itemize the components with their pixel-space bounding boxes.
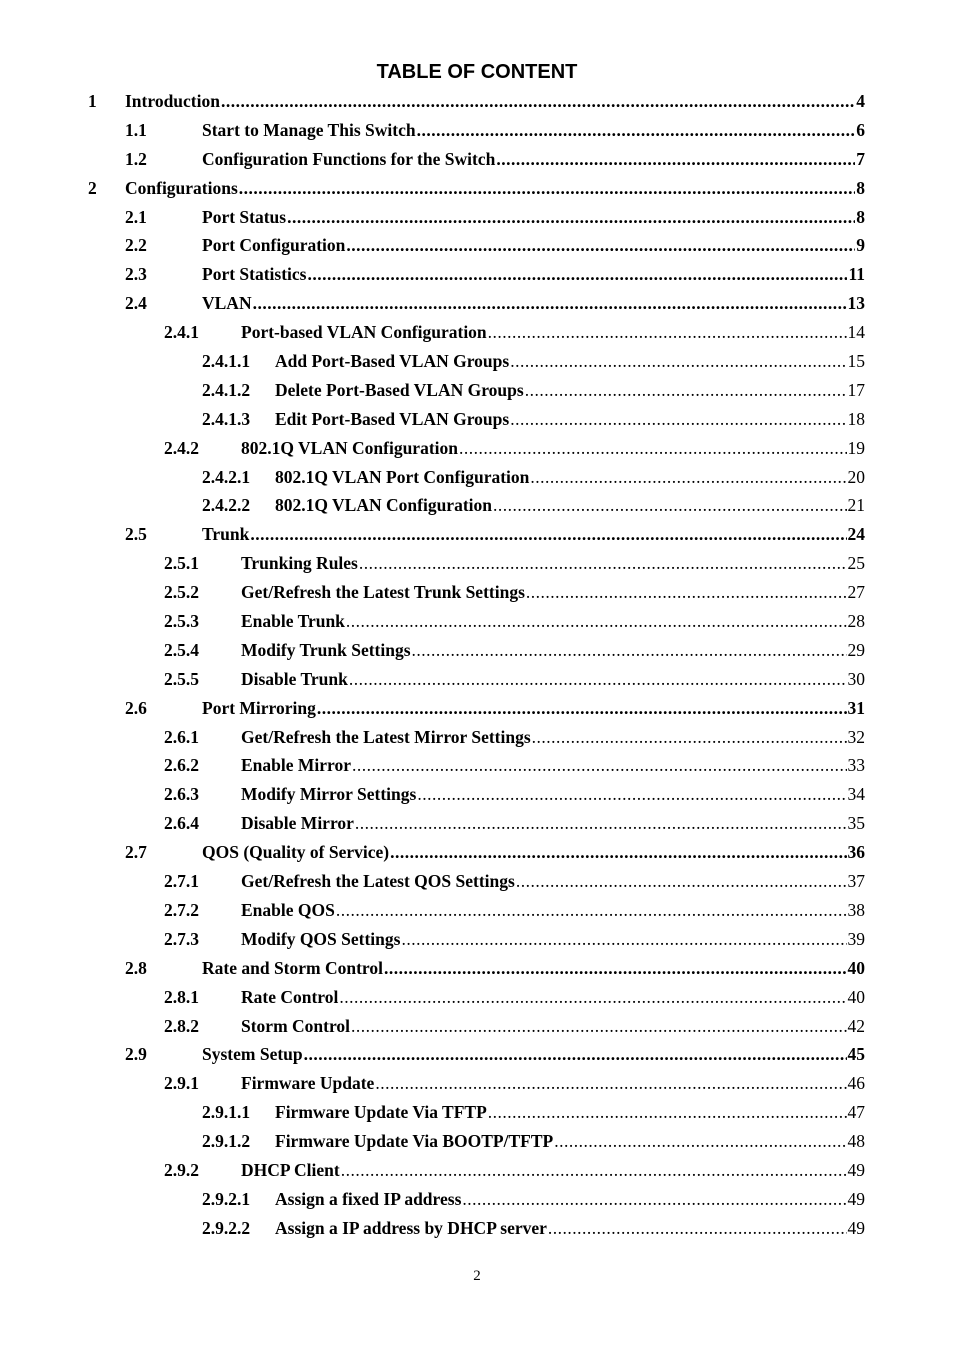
toc-entry-title: System Setup [202, 1040, 304, 1069]
toc-entry-page: 7 [856, 148, 865, 169]
toc-entry-page: 6 [856, 119, 865, 140]
toc-dot-leader [341, 1156, 847, 1185]
toc-entry-title: Enable Trunk [241, 607, 346, 636]
toc-entry[interactable] [0, 751, 954, 780]
toc-entry-title: Port Statistics [202, 260, 308, 289]
toc-entry-page: 49 [847, 1217, 865, 1238]
toc-entry[interactable] [0, 578, 954, 607]
toc-entry-page: 32 [847, 726, 865, 747]
toc-entry-leader [275, 1127, 865, 1156]
toc-entry-page: 45 [847, 1044, 865, 1065]
toc-entry-number: 2.9.1.2 [202, 1131, 251, 1152]
toc-entry-page: 38 [847, 899, 865, 920]
toc-entry[interactable] [0, 607, 954, 636]
toc-entry-leader [241, 578, 865, 607]
toc-entry[interactable] [0, 87, 954, 116]
toc-dot-leader [352, 751, 846, 780]
toc-dot-leader [554, 1127, 846, 1156]
toc-entry-leader [241, 896, 865, 925]
toc-entry-page: 47 [847, 1102, 865, 1123]
toc-entry-number: 2.4.1 [164, 322, 199, 343]
toc-dot-leader [493, 491, 847, 520]
toc-entry-leader [202, 520, 865, 549]
toc-entry-leader [125, 87, 865, 116]
toc-dot-leader [349, 665, 847, 694]
toc-entry-page: 24 [847, 524, 865, 545]
toc-entry-number: 2.1 [125, 206, 147, 227]
toc-entry-leader [241, 925, 865, 954]
toc-entry-page: 48 [847, 1131, 865, 1152]
toc-entry-leader [241, 1156, 865, 1185]
toc-dot-leader [412, 636, 847, 665]
toc-entry-page: 18 [847, 408, 865, 429]
toc-entry-leader [241, 780, 865, 809]
toc-entry[interactable] [0, 1040, 954, 1069]
toc-entry-title: Enable Mirror [241, 751, 352, 780]
toc-entry-leader [275, 347, 865, 376]
toc-entry[interactable] [0, 1069, 954, 1098]
toc-dot-leader [351, 1012, 846, 1041]
toc-entry-number: 2.4 [125, 293, 147, 314]
toc-entry[interactable] [0, 925, 954, 954]
toc-entry-page: 20 [847, 466, 865, 487]
toc-entry-leader [241, 549, 865, 578]
toc-entry-number: 2.9.1.1 [202, 1102, 251, 1123]
toc-entry-number: 2.4.2.1 [202, 466, 251, 487]
toc-entry-number: 2.6.3 [164, 784, 199, 805]
toc-dot-leader [384, 954, 847, 983]
page-number: 2 [473, 1268, 481, 1284]
toc-entry[interactable] [0, 896, 954, 925]
toc-entry-page: 34 [847, 784, 865, 805]
toc-entry-title: Get/Refresh the Latest Mirror Settings [241, 723, 532, 752]
toc-dot-leader [516, 867, 847, 896]
toc-entry-title: Trunk [202, 520, 250, 549]
toc-entry-leader [202, 260, 865, 289]
toc-entry-number: 2.4.2.2 [202, 495, 251, 516]
toc-entry-title: Disable Mirror [241, 809, 355, 838]
toc-entry[interactable] [0, 463, 954, 492]
toc-entry-number: 2.5.2 [164, 582, 199, 603]
toc-dot-leader [339, 983, 846, 1012]
toc-dot-leader [530, 463, 846, 492]
toc-dot-leader [526, 578, 847, 607]
toc-dot-leader [532, 723, 847, 752]
toc-entry-page: 46 [847, 1073, 865, 1094]
toc-entry-leader [241, 665, 865, 694]
toc-entry-title: Delete Port-Based VLAN Groups [275, 376, 525, 405]
toc-entry[interactable] [0, 145, 954, 174]
toc-entry[interactable] [0, 954, 954, 983]
toc-dot-leader [253, 289, 847, 318]
toc-entry-number: 2.7.1 [164, 871, 199, 892]
toc-entry-page: 9 [856, 235, 865, 256]
toc-entry-title: Firmware Update [241, 1069, 375, 1098]
toc-entry-page: 35 [847, 813, 865, 834]
toc-entry-title: Assign a fixed IP address [275, 1185, 462, 1214]
toc-entry-leader [275, 491, 865, 520]
toc-entry-title: Rate Control [241, 983, 339, 1012]
toc-entry-page: 14 [847, 322, 865, 343]
toc-entry[interactable] [0, 260, 954, 289]
toc-entry[interactable] [0, 520, 954, 549]
toc-entry-number: 2.8.2 [164, 1015, 199, 1036]
toc-dot-leader [317, 694, 847, 723]
toc-dot-leader [510, 405, 846, 434]
toc-entry-number: 1.2 [125, 148, 147, 169]
toc-entry-title: Modify QOS Settings [241, 925, 401, 954]
toc-entry-page: 17 [847, 379, 865, 400]
toc-dot-leader [355, 809, 847, 838]
toc-entry[interactable] [0, 1012, 954, 1041]
toc-entry-leader [202, 954, 865, 983]
toc-entry-leader [275, 405, 865, 434]
toc-entry-title: Get/Refresh the Latest Trunk Settings [241, 578, 526, 607]
toc-entry[interactable] [0, 1214, 954, 1243]
toc-entry[interactable] [0, 231, 954, 260]
toc-entry-page: 8 [856, 177, 865, 198]
toc-dot-leader [308, 260, 848, 289]
toc-entry-leader [125, 174, 865, 203]
toc-entry[interactable] [0, 1098, 954, 1127]
toc-dot-leader [496, 145, 855, 174]
toc-entry-title: Assign a IP address by DHCP server [275, 1214, 548, 1243]
toc-entry-leader [241, 318, 865, 347]
toc-entry[interactable] [0, 376, 954, 405]
toc-entry-title: Firmware Update Via TFTP [275, 1098, 488, 1127]
toc-dot-leader [417, 116, 856, 145]
toc-dot-leader [401, 925, 846, 954]
toc-entry[interactable] [0, 838, 954, 867]
toc-entry-title: Get/Refresh the Latest QOS Settings [241, 867, 516, 896]
toc-entry-title: Port Configuration [202, 231, 346, 260]
toc-entry-number: 2.4.2 [164, 437, 199, 458]
toc-entry-page: 42 [847, 1015, 865, 1036]
toc-entry-title: Modify Mirror Settings [241, 780, 417, 809]
toc-entry-leader [202, 231, 865, 260]
toc-entry-number: 2.9.1 [164, 1073, 199, 1094]
toc-entry-page: 40 [847, 986, 865, 1007]
toc-entry[interactable] [0, 723, 954, 752]
toc-entry-number: 2.5.5 [164, 668, 199, 689]
toc-entry[interactable] [0, 491, 954, 520]
toc-dot-leader [304, 1040, 847, 1069]
toc-entry-number: 1.1 [125, 119, 147, 140]
toc-entry-page: 29 [847, 639, 865, 660]
toc-entry-title: Add Port-Based VLAN Groups [275, 347, 510, 376]
toc-entry-page: 15 [847, 351, 865, 372]
toc-entry[interactable] [0, 665, 954, 694]
toc-entry-title: Firmware Update Via BOOTP/TFTP [275, 1127, 554, 1156]
toc-entry-number: 2.4.1.3 [202, 408, 251, 429]
toc-entry-title: Introduction [125, 87, 221, 116]
toc-entry-page: 27 [847, 582, 865, 603]
toc-title: TABLE OF CONTENT [376, 61, 578, 83]
toc-entry-title: QOS (Quality of Service) [202, 838, 390, 867]
toc-entry-title: Disable Trunk [241, 665, 349, 694]
toc-entry-page: 31 [847, 697, 865, 718]
toc-entry-leader [241, 983, 865, 1012]
toc-entry-leader [241, 723, 865, 752]
toc-dot-leader [287, 203, 855, 232]
toc-entry-number: 2.6.2 [164, 755, 199, 776]
toc-entry[interactable] [0, 809, 954, 838]
toc-entry-title: Configuration Functions for the Switch [202, 145, 496, 174]
toc-entry-number: 2.4.1.2 [202, 379, 251, 400]
toc-entry-title: VLAN [202, 289, 253, 318]
toc-dot-leader [525, 376, 847, 405]
toc-entry-page: 49 [847, 1159, 865, 1180]
toc-entry-title: Storm Control [241, 1012, 351, 1041]
toc-entry-leader [241, 607, 865, 636]
toc-entry-number: 2.4.1.1 [202, 351, 251, 372]
toc-dot-leader [488, 1098, 847, 1127]
toc-dot-leader [488, 318, 847, 347]
toc-entry-number: 2.7.2 [164, 899, 199, 920]
toc-entry-leader [241, 434, 865, 463]
toc-entry[interactable] [0, 1127, 954, 1156]
toc-entry-leader [241, 809, 865, 838]
toc-entry-leader [202, 203, 865, 232]
toc-entry[interactable] [0, 694, 954, 723]
toc-entry[interactable] [0, 780, 954, 809]
toc-entry-leader [241, 636, 865, 665]
toc-entry-leader [202, 838, 865, 867]
toc-entry-leader [241, 867, 865, 896]
toc-entry-number: 2.9.2.2 [202, 1217, 251, 1238]
toc-entry-page: 39 [847, 928, 865, 949]
toc-dot-leader [375, 1069, 846, 1098]
toc-entry-title: Trunking Rules [241, 549, 359, 578]
toc-entry-leader [275, 1214, 865, 1243]
toc-dot-leader [359, 549, 847, 578]
toc-entry-title: Edit Port-Based VLAN Groups [275, 405, 510, 434]
toc-entry-leader [275, 463, 865, 492]
toc-entry-leader [275, 376, 865, 405]
toc-entry-title: Configurations [125, 174, 239, 203]
toc-entry-leader [202, 145, 865, 174]
toc-entry-number: 2.3 [125, 264, 147, 285]
toc-entry[interactable] [0, 174, 954, 203]
toc-entry[interactable] [0, 405, 954, 434]
toc-entry-page: 19 [847, 437, 865, 458]
toc-entry-title: Enable QOS [241, 896, 336, 925]
toc-entry-page: 11 [848, 264, 865, 285]
toc-entry[interactable] [0, 203, 954, 232]
toc-entry-number: 2.8.1 [164, 986, 199, 1007]
toc-dot-leader [417, 780, 846, 809]
toc-entry-title: Start to Manage This Switch [202, 116, 417, 145]
toc-entry-leader [241, 1069, 865, 1098]
toc-entry[interactable] [0, 549, 954, 578]
toc-entry-number: 2.5.4 [164, 639, 199, 660]
toc-dot-leader [462, 1185, 846, 1214]
toc-entry-page: 33 [847, 755, 865, 776]
toc-entry[interactable] [0, 867, 954, 896]
toc-entry[interactable] [0, 1185, 954, 1214]
toc-dot-leader [510, 347, 846, 376]
toc-dot-leader [250, 520, 846, 549]
toc-entry-page: 21 [847, 495, 865, 516]
toc-dot-leader [336, 896, 847, 925]
toc-entry-number: 2.7 [125, 842, 147, 863]
toc-dot-leader [390, 838, 846, 867]
toc-entry[interactable] [0, 116, 954, 145]
toc-entry-page: 37 [847, 871, 865, 892]
toc-dot-leader [221, 87, 855, 116]
toc-entry[interactable] [0, 983, 954, 1012]
toc-list [0, 87, 954, 1243]
toc-entry-title: Port Status [202, 203, 287, 232]
toc-entry-leader [241, 1012, 865, 1041]
toc-entry-leader [202, 116, 865, 145]
toc-entry-page: 30 [847, 668, 865, 689]
toc-entry-leader [275, 1098, 865, 1127]
toc-entry-leader [241, 751, 865, 780]
toc-entry-title: Rate and Storm Control [202, 954, 384, 983]
toc-entry-title: DHCP Client [241, 1156, 341, 1185]
toc-dot-leader [459, 434, 847, 463]
toc-entry-number: 2.9.2.1 [202, 1188, 251, 1209]
toc-dot-leader [346, 607, 847, 636]
toc-entry-page: 28 [847, 611, 865, 632]
toc-entry-number: 2 [88, 177, 97, 198]
toc-entry[interactable] [0, 347, 954, 376]
toc-entry-page: 8 [856, 206, 865, 227]
toc-entry-page: 40 [847, 957, 865, 978]
toc-entry-title: Port-based VLAN Configuration [241, 318, 488, 347]
toc-entry[interactable] [0, 434, 954, 463]
toc-entry-number: 2.5.1 [164, 553, 199, 574]
toc-entry-leader [202, 1040, 865, 1069]
toc-entry-leader [202, 694, 865, 723]
toc-dot-leader [239, 174, 855, 203]
toc-dot-leader [346, 231, 855, 260]
toc-entry-title: 802.1Q VLAN Configuration [241, 434, 459, 463]
toc-entry-number: 2.9.2 [164, 1159, 199, 1180]
toc-entry[interactable] [0, 1156, 954, 1185]
toc-entry-number: 2.6.4 [164, 813, 199, 834]
toc-entry-leader [275, 1185, 865, 1214]
toc-entry-title: Port Mirroring [202, 694, 317, 723]
toc-entry-number: 2.5.3 [164, 611, 199, 632]
toc-entry-page: 4 [856, 91, 865, 111]
toc-entry[interactable] [0, 318, 954, 347]
toc-entry-page: 13 [847, 293, 865, 314]
toc-entry-leader [202, 289, 865, 318]
toc-entry-page: 49 [847, 1188, 865, 1209]
toc-entry[interactable] [0, 636, 954, 665]
toc-entry-number: 2.7.3 [164, 928, 199, 949]
toc-entry-number: 2.6.1 [164, 726, 199, 747]
toc-dot-leader [548, 1214, 847, 1243]
toc-entry-title: Modify Trunk Settings [241, 636, 412, 665]
toc-entry-number: 2.9 [125, 1044, 147, 1065]
toc-entry-number: 1 [88, 91, 97, 111]
toc-entry-page: 36 [847, 842, 865, 863]
toc-entry-page: 25 [847, 553, 865, 574]
toc-entry-number: 2.6 [125, 697, 147, 718]
toc-entry-number: 2.5 [125, 524, 147, 545]
toc-entry-number: 2.8 [125, 957, 147, 978]
toc-entry-title: 802.1Q VLAN Port Configuration [275, 463, 530, 492]
toc-entry-number: 2.2 [125, 235, 147, 256]
toc-entry[interactable] [0, 289, 954, 318]
toc-entry-title: 802.1Q VLAN Configuration [275, 491, 493, 520]
